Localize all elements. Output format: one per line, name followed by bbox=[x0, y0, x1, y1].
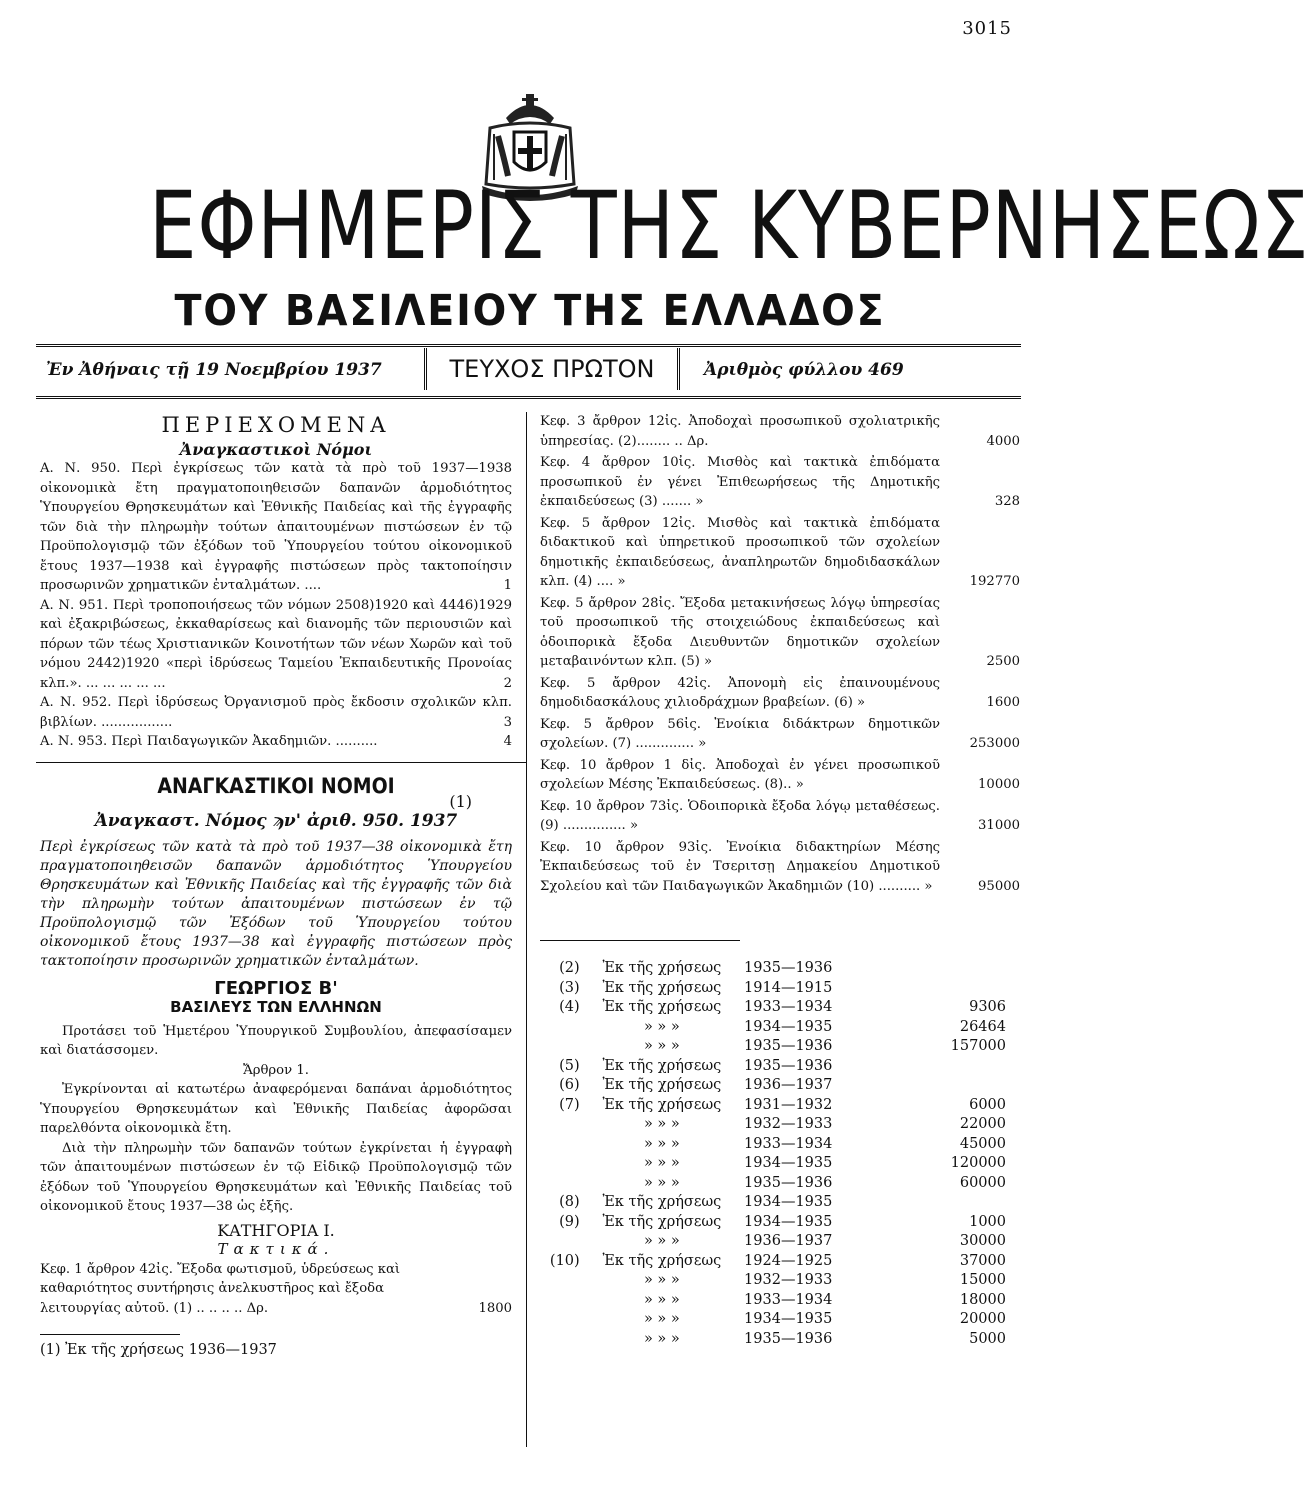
footnote-row bbox=[540, 1135, 1010, 1155]
footnote-years: 1931—1932 bbox=[744, 1096, 833, 1113]
footnote-label: » » » bbox=[643, 1233, 680, 1249]
law-summary: Περὶ ἐγκρίσεως τῶν κατὰ τὰ πρὸ τοῦ 1937—38 οἰκονομικὰ ἔτη πραγματοποιηθεισῶν δαπανῶν ἁρμοδιότητος Ὑπουργείου Θρησκευμάτων καὶ Ἐθνικῆς Παιδείας καὶ τῆς ἐγγραφῆς τῶν διὰ τὴν πληρωμὴν τούτων ἀπαιτουμένων πιστώσεων ἐν τῷ Προϋπολογισμῷ τῶν Ἐξόδων τοῦ Ὑπουργείου τούτου οἰκονομικοῦ ἔτους 1937—38 καὶ ἐγγραφῆς πιστώσεων πρὸς τακτοποίησιν προσωρινῶν χρηματικῶν ἐνταλμάτων. bbox=[40, 838, 512, 969]
column-divider bbox=[526, 412, 527, 1447]
footnote-years: 1936—1937 bbox=[744, 1233, 833, 1249]
king-title: ΒΑΣΙΛΕΥΣ ΤΩΝ ΕΛΛΗΝΩΝ bbox=[170, 998, 382, 1016]
footnote-row bbox=[540, 1252, 1010, 1272]
expense-amount: 31000 bbox=[978, 818, 1020, 833]
sheet-number: Ἀριθμὸς φύλλου 469 bbox=[704, 360, 904, 380]
footnote-years: 1934—1935 bbox=[744, 1311, 833, 1327]
expense-amount: 4000 bbox=[986, 433, 1020, 449]
footnote-row bbox=[540, 1037, 1010, 1057]
contents-heading: ΠΕΡΙΕΧΟΜΕΝΑ bbox=[161, 413, 391, 437]
footnote-years: 1936—1937 bbox=[744, 1077, 833, 1093]
page-number: 3015 bbox=[962, 18, 1012, 39]
footnote-amount: 60000 bbox=[959, 1174, 1006, 1191]
footnote-mark: (5) bbox=[559, 1057, 580, 1074]
footnote-years: 1935—1936 bbox=[744, 960, 833, 976]
footnote-row bbox=[540, 1076, 1010, 1096]
footnote-rule bbox=[40, 1334, 180, 1335]
footnote-mark bbox=[540, 1232, 584, 1252]
footnote-label: » » » bbox=[643, 1155, 680, 1171]
footnote-years: 1933—1934 bbox=[744, 999, 833, 1015]
footnote-row bbox=[540, 1115, 1010, 1135]
right-column bbox=[540, 412, 1020, 1349]
footnote-label: Ἐκ τῆς χρήσεως bbox=[602, 1252, 722, 1269]
footnote-years: 1932—1933 bbox=[744, 1272, 833, 1288]
contents-entry: Α. Ν. 951. Περὶ τροποποιήσεως τῶν νόμων 2508)1920 καὶ 4446)1929 καὶ ἐξακριβώσεως, ἐκκαθαρίσεως καὶ διανομῆς τῶν περιουσιῶν καὶ πόρων τῶν τέως Χριστιανικῶν Κοινοτήτων τῶν νέων Χωρῶν καὶ τοῦ νόμου 2442)1920 «περὶ ἱδρύσεως Ταμείου Ἐκπαιδευτικῆς Προνοίας κλπ.». ... ... ... ... ... 2 bbox=[40, 597, 512, 691]
footnote-mark: (9) bbox=[559, 1213, 580, 1230]
footnote-label: Ἐκ τῆς χρήσεως bbox=[602, 1096, 722, 1113]
footnote-amount: 15000 bbox=[959, 1272, 1006, 1288]
issue-date: Ἐν Ἀθήναις τῇ 19 Νοεμβρίου 1937 bbox=[46, 360, 382, 380]
footnote-mark bbox=[540, 1018, 584, 1038]
contents-entry: Α. Ν. 952. Περὶ ἱδρύσεως Ὀργανισμοῦ πρὸς ἔκδοσιν σχολικῶν κλπ. βιβλίων. ................. 3 bbox=[40, 695, 512, 730]
footnote-label: » » » bbox=[643, 1291, 680, 1308]
footnote-label: » » » bbox=[643, 1330, 680, 1347]
footnote-mark bbox=[540, 1310, 584, 1330]
footnote-mark bbox=[540, 1271, 584, 1291]
footnote-label: » » » bbox=[643, 1018, 680, 1035]
footnote-row bbox=[540, 1310, 1010, 1330]
newspaper-subtitle: ΤΟΥ ΒΑΣΙΛΕΙΟΥ ΤΗΣ ΕΛΛΑΔΟΣ bbox=[174, 286, 886, 336]
issue-volume: ΤΕΥΧΟΣ ΠΡΩΤΟΝ bbox=[424, 348, 680, 390]
footnote-mark bbox=[540, 1135, 584, 1155]
expense-amount: 10000 bbox=[978, 777, 1020, 792]
footnote-row bbox=[540, 1271, 1010, 1291]
footnote-amount bbox=[876, 1057, 1010, 1077]
category-subheading: Τακτικά. bbox=[217, 1240, 335, 1258]
expense-amount: 328 bbox=[994, 494, 1020, 509]
footnote-label: Ἐκ τῆς χρήσεως bbox=[602, 1194, 722, 1210]
footnote-mark bbox=[540, 1037, 584, 1057]
footnote-label: » » » bbox=[643, 1038, 680, 1054]
footnote-years: 1934—1935 bbox=[744, 1213, 833, 1230]
footnote-amount: 18000 bbox=[959, 1291, 1006, 1308]
footnote-label: » » » bbox=[643, 1135, 680, 1152]
footnote-amount: 6000 bbox=[969, 1096, 1006, 1113]
footnote-years: 1935—1936 bbox=[744, 1174, 833, 1191]
expense-item: Κεφ. 10 ἄρθρον 93ἰς. Ἐνοίκια διδακτηρίων Μέσης Ἐκπαιδεύσεως τοῦ ἐν Τσεριτσῃ Δημακείου Δημοτικοῦ Σχολείου καὶ τῶν Παιδαγωγικῶν Ἀκαδημιῶν (10) .......... » 95000 bbox=[540, 838, 1020, 897]
footnotes-rule bbox=[540, 940, 740, 941]
footnote-mark: (10) bbox=[549, 1252, 580, 1269]
footnote-amount: 9306 bbox=[969, 999, 1006, 1015]
footnote-row bbox=[540, 1213, 1010, 1233]
footnote-years: 1932—1933 bbox=[744, 1116, 833, 1132]
footnote-amount: 26464 bbox=[959, 1018, 1006, 1035]
contents-entry: Α. Ν. 953. Περὶ Παιδαγωγικῶν Ἀκαδημιῶν. .......... 4 bbox=[40, 734, 512, 749]
footnote-label: Ἐκ τῆς χρήσεως bbox=[602, 1057, 722, 1074]
footnote-row bbox=[540, 1291, 1010, 1311]
footnote-row bbox=[540, 1057, 1010, 1077]
footnotes-table bbox=[540, 959, 1010, 1349]
expense-amount: 2500 bbox=[986, 654, 1020, 669]
footnote-row bbox=[540, 1096, 1010, 1116]
masthead-top-rule bbox=[36, 344, 1021, 347]
expense-amount: 1800 bbox=[478, 1300, 512, 1316]
expense-item: Κεφ. 10 ἄρθρον 1 δἰς. Ἀποδοχαὶ ἐν γένει προσωπικοῦ σχολείων Μέσης Ἐκπαιδεύσεως. (8).. » 10000 bbox=[540, 756, 1020, 795]
expense-item: Κεφ. 1 ἄρθρον 42ἰς. Ἔξοδα φωτισμοῦ, ὑδρεύσεως καὶ καθαριότητος συντήρησις ἀνελκυστῆρος καὶ ἔξοδα λειτουργίας αὐτοῦ. (1) .. .. .. .. Δρ. 1800 bbox=[40, 1260, 512, 1319]
left-column bbox=[40, 412, 512, 1361]
footnote-row bbox=[540, 959, 1010, 979]
footnote-years: 1933—1934 bbox=[744, 1135, 833, 1152]
footnote-years: 1924—1925 bbox=[744, 1252, 833, 1269]
footnote-amount bbox=[876, 959, 1010, 979]
footnote-amount bbox=[876, 979, 1010, 999]
footnote-row bbox=[540, 1193, 1010, 1213]
law-section-heading: ΑΝΑΓΚΑΣΤΙΚΟΙ ΝΟΜΟΙ bbox=[157, 773, 395, 798]
footnote-row bbox=[540, 1174, 1010, 1194]
footnote-amount: 45000 bbox=[959, 1135, 1006, 1152]
preamble: Προτάσει τοῦ Ἡμετέρου Ὑπουργικοῦ Συμβουλίου, ἀπεφασίσαμεν καὶ διατάσσομεν. bbox=[40, 1023, 512, 1058]
expense-item: Κεφ. 3 ἄρθρον 12ἰς. Ἀποδοχαὶ προσωπικοῦ σχολιατρικῆς ὑπηρεσίας. (2)........ .. Δρ. 4000 bbox=[540, 412, 1020, 451]
footnote-amount: 30000 bbox=[959, 1233, 1006, 1249]
expense-amount: 1600 bbox=[986, 695, 1020, 710]
footnote-mark: (1) bbox=[449, 792, 472, 811]
expense-item: Κεφ. 5 ἄρθρον 42ἰς. Ἀπονομὴ εἰς ἐπαινουμένους δημοδιδασκάλους χιλιοδράχμων βραβείων. (6) » 1600 bbox=[540, 674, 1020, 713]
footnote-amount: 157000 bbox=[950, 1038, 1006, 1054]
footnote-row bbox=[540, 1018, 1010, 1038]
footnote-label: Ἐκ τῆς χρήσεως bbox=[602, 960, 722, 976]
expense-item: Κεφ. 5 ἄρθρον 56ἰς. Ἐνοίκια διδάκτρων δημοτικῶν σχολείων. (7) .............. » 253000 bbox=[540, 715, 1020, 754]
footnote-row bbox=[540, 979, 1010, 999]
footnote-mark bbox=[540, 1174, 584, 1194]
law-title: Ἀναγκαστ. Νόμος ϡν' ἀριθ. 950. 1937 bbox=[94, 811, 458, 831]
newspaper-title: ΕΦΗΜΕΡΙΣ ΤΗΣ ΚΥΒΕΡΝΗΣΕΩΣ bbox=[149, 172, 1309, 281]
footnote-amount bbox=[876, 1076, 1010, 1096]
footnote-years: 1934—1935 bbox=[744, 1194, 833, 1210]
footnotes-body bbox=[540, 959, 1010, 1349]
footnote-mark bbox=[540, 1330, 584, 1350]
footnote-mark: (8) bbox=[559, 1194, 580, 1210]
footnote-label: Ἐκ τῆς χρήσεως bbox=[602, 999, 722, 1015]
footnote-row bbox=[540, 1232, 1010, 1252]
contents-list bbox=[40, 459, 512, 752]
footnote-label: » » » bbox=[643, 1272, 680, 1288]
footnote-row bbox=[540, 998, 1010, 1018]
footnote-mark bbox=[540, 1291, 584, 1311]
expense-item: Κεφ. 5 ἄρθρον 28ἰς. Ἔξοδα μετακινήσεως λόγῳ ὑπηρεσίας τοῦ προσωπικοῦ τῆς στοιχειώδους ἐκπαιδεύσεως καὶ ὁδοιπορικὰ ἔξοδα Διευθυντῶν δημοτικῶν σχολείων μεταβαινόντων κλπ. (5) » 2500 bbox=[540, 594, 1020, 672]
article-para-2: Διὰ τὴν πληρωμὴν τῶν δαπανῶν τούτων ἐγκρίνεται ἡ ἐγγραφὴ τῶν ἀπαιτουμένων πιστώσεων ἐν τῷ Εἰδικῷ Προϋπολογισμῷ τῶν ἐξόδων τοῦ Ὑπουργείου Θρησκευμάτων καὶ Ἐθνικῆς Παιδείας τοῦ οἰκονομικοῦ ἔτους 1937—38 ὡς ἑξῆς. bbox=[40, 1140, 512, 1214]
contents-subheading: Ἀναγκαστικοὶ Νόμοι bbox=[179, 439, 373, 459]
footnote-mark: (3) bbox=[559, 979, 580, 996]
category-heading: ΚΑΤΗΓΟΡΙΑ Ι. bbox=[217, 1220, 335, 1240]
footnote-years: 1935—1936 bbox=[744, 1038, 833, 1054]
footnote-amount: 37000 bbox=[959, 1252, 1006, 1269]
expense-amount: 192770 bbox=[969, 574, 1020, 589]
contents-entry: Α. Ν. 950. Περὶ ἐγκρίσεως τῶν κατὰ τὰ πρὸ τοῦ 1937—1938 οἰκονομικὰ ἔτη πραγματοποιηθεισῶν δαπανῶν ἁρμοδιότητος Ὑπουργείου Θρησκευμάτων καὶ Ἐθνικῆς Παιδείας καὶ τῆς ἐγγραφῆς τῶν διὰ τὴν πληρωμὴν τούτων ἀπαιτουμένων πιστώσεων ἐν τῷ Προϋπολογισμῷ τῶν ἐξόδων τοῦ Ὑπουργείου τούτου οἰκονομικοῦ ἔτους 1937—1938 καὶ ἐγγραφῆς πιστώσεων πρὸς τακτοποίησιν προσωρινῶν χρηματικῶν ἐνταλμάτων. .... 1 bbox=[40, 461, 512, 593]
expense-amount: 95000 bbox=[978, 878, 1020, 894]
king-name: ΓΕΩΡΓΙΟΣ Β' bbox=[214, 977, 338, 999]
masthead-row bbox=[36, 348, 1021, 392]
footnote-label: » » » bbox=[643, 1311, 680, 1327]
expense-list bbox=[540, 412, 1020, 896]
footnote-row bbox=[540, 1330, 1010, 1350]
footnote-label: Ἐκ τῆς χρήσεως bbox=[602, 1213, 722, 1230]
section-rule bbox=[36, 762, 526, 763]
footnote-amount: 20000 bbox=[959, 1311, 1006, 1327]
article-heading: Ἄρθρον 1. bbox=[243, 1062, 309, 1078]
footnote-years: 1933—1934 bbox=[744, 1291, 833, 1308]
expense-amount: 253000 bbox=[969, 736, 1020, 751]
footnote-label: Ἐκ τῆς χρήσεως bbox=[602, 979, 722, 996]
footnote-1: (1) Ἐκ τῆς χρήσεως 1936—1937 bbox=[40, 1342, 277, 1358]
footnote-mark: (2) bbox=[559, 960, 580, 976]
expense-item: Κεφ. 5 ἄρθρον 12ἰς. Μισθὸς καὶ τακτικὰ ἐπιδόματα διδακτικοῦ καὶ ὑπηρετικοῦ προσωπικοῦ τῶν σχολείων δημοτικῆς ἐκπαιδεύσεως, ἀναπληρωτῶν δημοδιδασκάλων κλπ. (4) .... » 192770 bbox=[540, 514, 1020, 592]
article-para-1: Ἐγκρίνονται αἱ κατωτέρω ἀναφερόμεναι δαπάναι ἁρμοδιότητος Ὑπουργείου Θρησκευμάτων καὶ Ἐθνικῆς Παιδείας ἀφορῶσαι παρελθόντα οἰκονομικὰ ἔτη. bbox=[40, 1082, 512, 1136]
footnote-mark: (6) bbox=[559, 1077, 580, 1093]
footnote-mark bbox=[540, 1115, 584, 1135]
expense-item: Κεφ. 10 ἄρθρον 73ἰς. Ὁδοιπορικὰ ἔξοδα λόγῳ μεταθέσεως. (9) ............... » 31000 bbox=[540, 797, 1020, 836]
footnote-years: 1934—1935 bbox=[744, 1018, 833, 1035]
footnote-amount bbox=[876, 1193, 1010, 1213]
footnote-amount: 22000 bbox=[959, 1116, 1006, 1132]
expense-item: Κεφ. 4 ἄρθρον 10ἰς. Μισθὸς καὶ τακτικὰ ἐπιδόματα προσωπικοῦ ἐν γένει Ἐπιθεωρήσεως τῆς Δημοτικῆς ἐκπαιδεύσεως (3) ....... » 328 bbox=[540, 453, 1020, 512]
footnote-label: Ἐκ τῆς χρήσεως bbox=[602, 1077, 722, 1093]
footnote-label: » » » bbox=[643, 1174, 680, 1191]
footnote-mark bbox=[540, 1154, 584, 1174]
footnote-label: » » » bbox=[643, 1116, 680, 1132]
footnote-row bbox=[540, 1154, 1010, 1174]
footnote-amount: 5000 bbox=[969, 1330, 1006, 1347]
masthead-bottom-rule bbox=[36, 396, 1021, 399]
footnote-mark: (7) bbox=[559, 1096, 580, 1113]
footnote-years: 1935—1936 bbox=[744, 1057, 833, 1074]
footnote-years: 1914—1915 bbox=[744, 979, 833, 996]
footnote-years: 1934—1935 bbox=[744, 1155, 833, 1171]
footnote-amount: 120000 bbox=[950, 1155, 1006, 1171]
footnote-amount: 1000 bbox=[969, 1213, 1006, 1230]
footnote-mark: (4) bbox=[559, 999, 580, 1015]
footnote-years: 1935—1936 bbox=[744, 1330, 833, 1347]
